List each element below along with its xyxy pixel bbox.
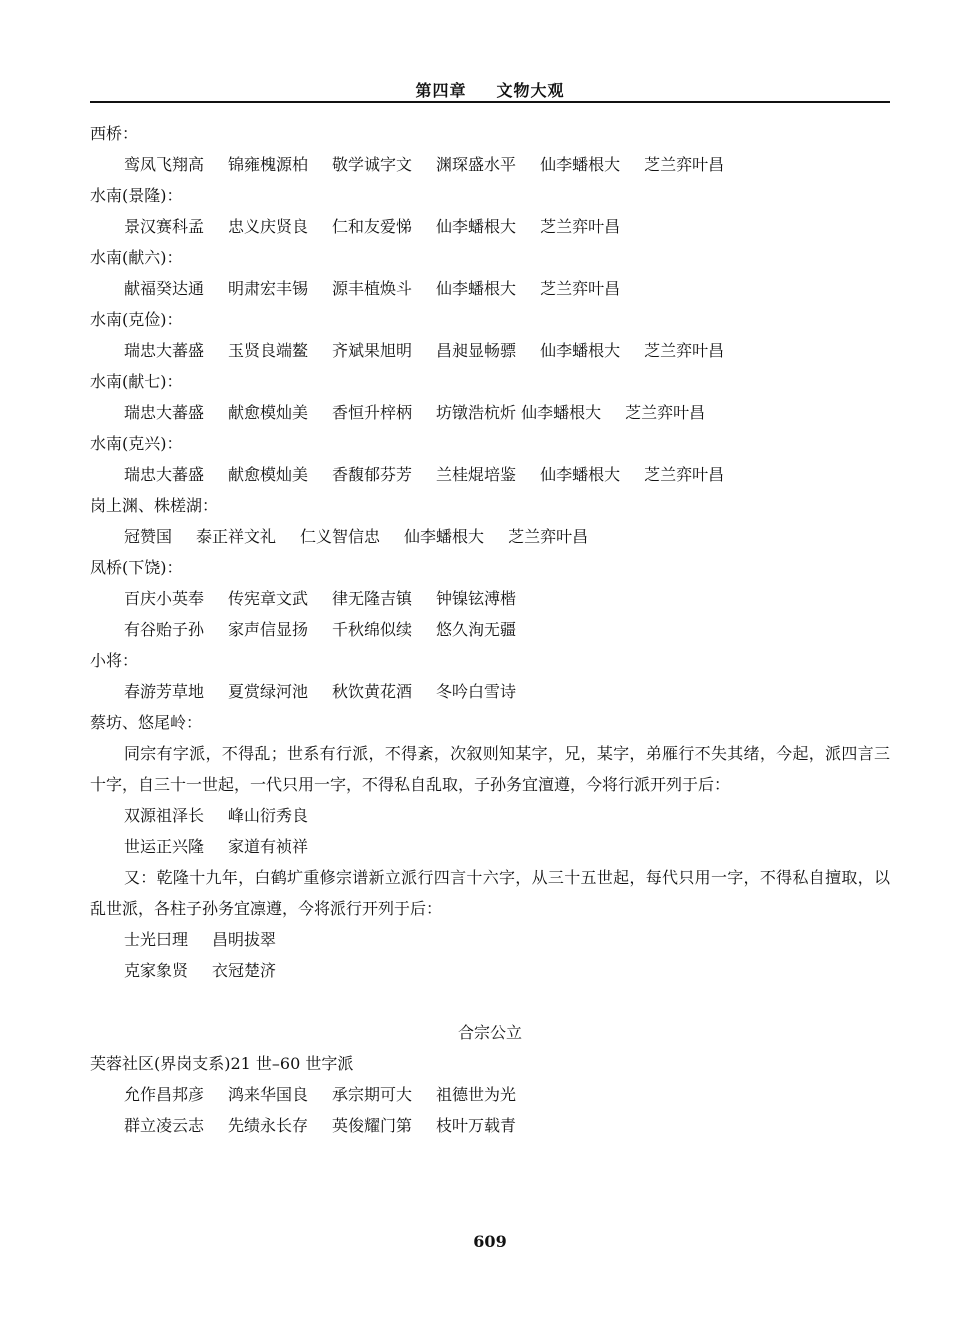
section-heading: 凤桥(下饶)：: [90, 558, 183, 577]
generation-phrase: 献愈模灿美: [228, 465, 309, 484]
subsection-title: 合宗公立: [457, 1023, 522, 1042]
section-heading: 水南(景隆)：: [90, 186, 183, 205]
generation-names: [90, 924, 890, 986]
name-row: [90, 800, 890, 831]
paragraph: 又：乾隆十九年，白鹤圹重修宗谱新立派行四言十六字，从三十五世起，每代只用一字，不得私自擅取，以乱世派，各柱子孙务宜凛遵，今将派行开列于后：: [90, 868, 890, 918]
generation-phrase: 源丰植焕斗: [332, 279, 413, 298]
section-heading: 蔡坊、悠尾岭：: [90, 713, 203, 732]
generation-phrase: 芝兰弈叶昌: [508, 527, 589, 546]
generation-phrase: 敬学诚字文: [332, 155, 413, 174]
generation-phrase: 冬吟白雪诗: [436, 682, 517, 701]
generation-phrase: 瑞忠大蕃盛: [124, 341, 205, 360]
generation-phrase: 芝兰弈叶昌: [540, 217, 621, 236]
generation-phrase: 昌明拔翠: [212, 930, 277, 949]
generation-phrase: 有谷贻子孙: [124, 620, 205, 639]
generation-phrase: 玉贤良端鳌: [228, 341, 309, 360]
running-header: [90, 78, 890, 101]
generation-phrase: 芝兰弈叶昌: [644, 155, 725, 174]
section-heading: 水南(克兴)：: [90, 434, 183, 453]
generation-phrase: 坊镦浩杭炘 仙李蟠根大: [436, 403, 602, 422]
generation-phrase: 仙李蟠根大: [540, 341, 621, 360]
header-rule: [90, 101, 890, 103]
generation-phrase: 仙李蟠根大: [540, 465, 621, 484]
name-row: [90, 955, 890, 986]
generation-phrase: 瑞忠大蕃盛: [124, 465, 205, 484]
section-heading: 小将：: [90, 651, 139, 670]
name-row: [90, 1079, 890, 1110]
generation-phrase: 仁义智信忠: [300, 527, 381, 546]
section-heading: 西桥：: [90, 124, 139, 143]
generation-phrase: 齐斌果旭明: [332, 341, 413, 360]
generation-phrase: 祖德世为光: [436, 1085, 517, 1104]
generation-phrase: 锦雍槐源柏: [228, 155, 309, 174]
generation-phrase: 先绩永长存: [228, 1116, 309, 1135]
generation-phrase: 家声信显扬: [228, 620, 309, 639]
generation-phrase: 仙李蟠根大: [404, 527, 485, 546]
name-row: [90, 924, 890, 955]
name-row: [90, 211, 890, 242]
generation-phrase: 英俊耀门第: [332, 1116, 413, 1135]
name-row: [90, 459, 890, 490]
lineage-sections: [90, 118, 890, 707]
name-row: [90, 397, 890, 428]
generation-phrase: 昌昶显畅骠: [436, 341, 517, 360]
name-row: [90, 1110, 890, 1141]
generation-phrase: 枝叶万载青: [436, 1116, 517, 1135]
generation-phrase: 克家象贤: [124, 961, 189, 980]
generation-phrase: 献福癸达通: [124, 279, 205, 298]
generation-phrase: 忠义庆贤良: [228, 217, 309, 236]
generation-phrase: 献愈模灿美: [228, 403, 309, 422]
generation-phrase: 秋饮黄花酒: [332, 682, 413, 701]
generation-names: [90, 800, 890, 862]
generation-phrase: 香恒升梓柄: [332, 403, 413, 422]
generation-phrase: 百庆小英奉: [124, 589, 205, 608]
generation-phrase: 承宗期可大: [332, 1085, 413, 1104]
generation-phrase: 芝兰弈叶昌: [644, 341, 725, 360]
name-row: [90, 831, 890, 862]
generation-phrase: 家道有祯祥: [228, 837, 309, 856]
chapter-label: 第四章: [415, 81, 467, 100]
generation-phrase: 世运正兴隆: [124, 837, 205, 856]
generation-phrase: 鸾凤飞翔高: [124, 155, 205, 174]
section-heading: 水南(克俭)：: [90, 310, 183, 329]
generation-phrase: 仙李蟠根大: [436, 279, 517, 298]
chapter-title: 文物大观: [496, 81, 565, 100]
name-row: [90, 521, 890, 552]
generation-phrase: 兰桂焜培鉴: [436, 465, 517, 484]
generation-phrase: 泰正祥文礼: [196, 527, 277, 546]
generation-phrase: 渊琛盛水平: [436, 155, 517, 174]
name-row: [90, 335, 890, 366]
generation-phrase: 芝兰弈叶昌: [644, 465, 725, 484]
name-row: [90, 149, 890, 180]
generation-phrase: 瑞忠大蕃盛: [124, 403, 205, 422]
generation-phrase: 律无隆吉镇: [332, 589, 413, 608]
generation-phrase: 香馥郁芬芳: [332, 465, 413, 484]
generation-phrase: 春游芳草地: [124, 682, 205, 701]
generation-phrase: 仁和友爱悌: [332, 217, 413, 236]
page-content: [90, 118, 890, 1141]
generation-phrase: 芝兰弈叶昌: [625, 403, 706, 422]
generation-phrase: 峰山衍秀良: [228, 806, 309, 825]
generation-phrase: 芝兰弈叶昌: [540, 279, 621, 298]
name-row: [90, 273, 890, 304]
generation-phrase: 衣冠楚济: [212, 961, 277, 980]
section-heading: 芙蓉社区(界岗支系)21 世–60 世字派: [90, 1054, 354, 1073]
generation-phrase: 允作昌邦彦: [124, 1085, 205, 1104]
paragraph: 同宗有字派，不得乱；世系有行派，不得紊，次叙则知某字，兄，某字，弟雁行不失其绪，今起，派四言三十字，自三十一世起，一代只用一字，不得私自乱取，子孙务宜澶遵，今将行派开列于后：: [90, 744, 890, 794]
generation-phrase: 鸿来华国良: [228, 1085, 309, 1104]
section-heading: 水南(献六)：: [90, 248, 183, 267]
generation-phrase: 冠赞国: [124, 527, 173, 546]
generation-phrase: 士光曰理: [124, 930, 189, 949]
generation-phrase: 千秋绵似续: [332, 620, 413, 639]
generation-phrase: 传宪章文武: [228, 589, 309, 608]
generation-phrase: 明肃宏丰锡: [228, 279, 309, 298]
generation-phrase: 钟镍铉溥楷: [436, 589, 517, 608]
generation-phrase: 夏赏绿河池: [228, 682, 309, 701]
section-heading: 岗上渊、株槎湖：: [90, 496, 219, 515]
generation-phrase: 景汉赛科孟: [124, 217, 205, 236]
generation-phrase: 仙李蟠根大: [436, 217, 517, 236]
generation-phrase: 悠久洵无疆: [436, 620, 517, 639]
generation-phrase: 群立凌云志: [124, 1116, 205, 1135]
generation-names: [90, 1079, 890, 1141]
page-number: 609: [473, 1232, 507, 1251]
name-row: [90, 676, 890, 707]
name-row: [90, 614, 890, 645]
generation-phrase: 仙李蟠根大: [540, 155, 621, 174]
name-row: [90, 583, 890, 614]
generation-phrase: 双源祖泽长: [124, 806, 205, 825]
section-heading: 水南(献七)：: [90, 372, 183, 391]
